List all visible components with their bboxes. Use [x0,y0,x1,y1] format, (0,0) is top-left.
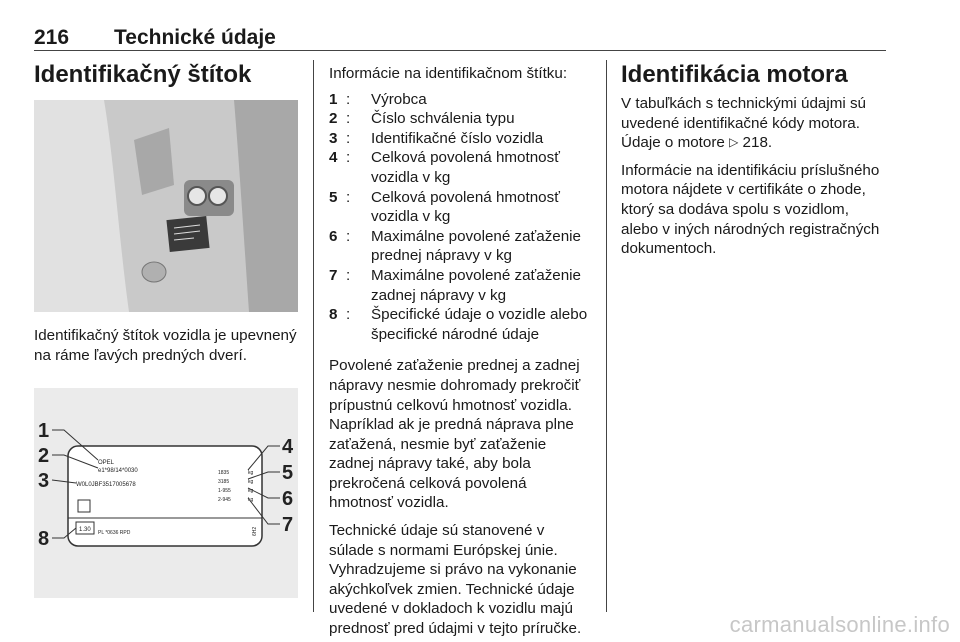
callout-5: 5 [282,462,294,484]
list-item-number: 2 [329,110,338,128]
door-frame-illustration [34,100,298,312]
label-unit-1: kg [248,470,254,476]
list-item-text: Maximálne povolené zaťaženie zadnej nápravy v kg [371,266,582,304]
callout-7: 7 [282,514,294,536]
plate-info-intro: Informácie na identifikačnom štítku: [329,65,568,82]
engine-codes-text: V tabuľkách s technickými údajmi sú uvedené identifikačné kódy motora. [621,95,867,132]
label-side-code: 6H2 [252,526,258,536]
label-weight-2: 3185 [218,479,230,485]
engine-codes-paragraph [621,94,887,153]
list-item: 4 : Celková povolená hmotnosť vozidla v kg [329,149,560,186]
list-item: 2 : Číslo schválenia typu [329,110,515,128]
plate-location-caption: Identifikačný štítok vozidla je upevnený na ráme ľavých predných dverí. [34,327,297,364]
callout-3: 3 [38,470,50,492]
list-item: 6 : Maximálne povolené zaťaženie prednej nápravy v kg [329,227,582,265]
heading-engine-identification: Identifikácia motora [621,61,848,88]
technical-data-paragraph: Technické údaje sú stanovené v súlade s normami Európskej únie. Vyhradzujeme si právo na vykonanie akýchkoľvek zmien. Technické údaje uvedené v dokladoch k vozidlu majú prednosť pred údajmi v tejto príručke. [329,522,582,638]
plate-info-list [329,90,593,345]
list-item-number: 1 [329,90,338,108]
watermark: carmanualsonline.info [729,612,950,637]
chapter-title: Technické údaje [114,26,276,49]
column-divider-2 [606,60,607,612]
list-item: 5 : Celková povolená hmotnosť vozidla v kg [329,188,560,226]
label-unit-3: kg [248,488,254,494]
list-item: 7 : Maximálne povolené zaťaženie zadnej nápravy v kg [329,266,582,304]
heading-identification-plate: Identifikačný štítok [34,61,252,88]
list-item-text: Celková povolená hmotnosť vozidla v kg [371,188,560,226]
label-unit-4: kg [248,497,254,503]
callout-2: 2 [38,445,50,467]
list-item-text: Špecifické údaje o vozidle alebo špecifické národné údaje [371,306,588,343]
engine-data-ref-page: 218. [742,134,773,152]
list-item: 8 : Špecifické údaje o vozidle alebo špecifické národné údaje [329,306,588,343]
label-vin: W0L0JBF3517005678 [76,482,136,488]
column-right [621,60,887,259]
label-code: 1.30 [79,527,91,533]
list-item-number: 6 [329,227,338,245]
label-weight-3: 1-955 [218,488,231,494]
list-item: 3 : Identifikačné číslo vozidla [329,129,544,147]
column-divider-1 [313,60,314,612]
page-header [34,18,886,51]
arrow-icon: ▷ [729,135,739,150]
callout-4: 4 [282,436,294,458]
list-item-text: Celková povolená hmotnosť vozidla v kg [371,149,560,186]
list-item-text: Maximálne povolené zaťaženie prednej nápravy v kg [371,227,582,265]
label-diagram [34,388,298,598]
list-item-text: Číslo schválenia typu [371,110,515,128]
callout-8: 8 [38,528,50,550]
list-item: 1 : Výrobca [329,90,427,108]
engine-data-ref-label: Údaje o motore [621,134,725,152]
label-approval: e1*98/14*0030 [98,468,138,474]
list-item-number: 8 [329,306,338,324]
engine-info-paragraph: Informácie na identifikáciu príslušného motora nájdete v certifikáte o zhode, ktorý sa dodáva spolu s vozidlom, alebo v iných národných registračných dokumentoch. [621,161,880,258]
label-weight-1: 1835 [218,470,230,476]
label-weight-4: 2-945 [218,497,231,503]
door-frame-photo [34,100,298,312]
column-middle [329,64,593,639]
label-unit-2: kg [248,479,254,485]
list-item-text: Identifikačné číslo vozidla [371,129,544,147]
list-item-number: 3 [329,129,338,147]
list-item-number: 4 [329,149,338,167]
axle-load-paragraph: Povolené zaťaženie prednej a zadnej nápravy nesmie dohromady prekročiť prípustnú celkovú hmotnosť vozidla. Napríklad ak je predná náprava plne zaťažená, nesmie byť zaťaženie zadnej nápravy také, aby bola prekročená celková povolená hmotnosť vozidla. [329,357,581,512]
list-item-text: Výrobca [371,90,427,108]
callout-1: 1 [38,420,50,442]
label-footer-text: PL *0636 RPD [98,530,131,536]
page-number: 216 [34,26,70,49]
identification-label-figure [34,388,298,598]
list-item-number: 7 [329,266,338,284]
column-left [34,60,304,90]
list-item-number: 5 [329,188,338,206]
callout-6: 6 [282,488,294,510]
label-brand: OPEL [98,460,115,466]
engine-data-reference[interactable] [621,134,772,151]
